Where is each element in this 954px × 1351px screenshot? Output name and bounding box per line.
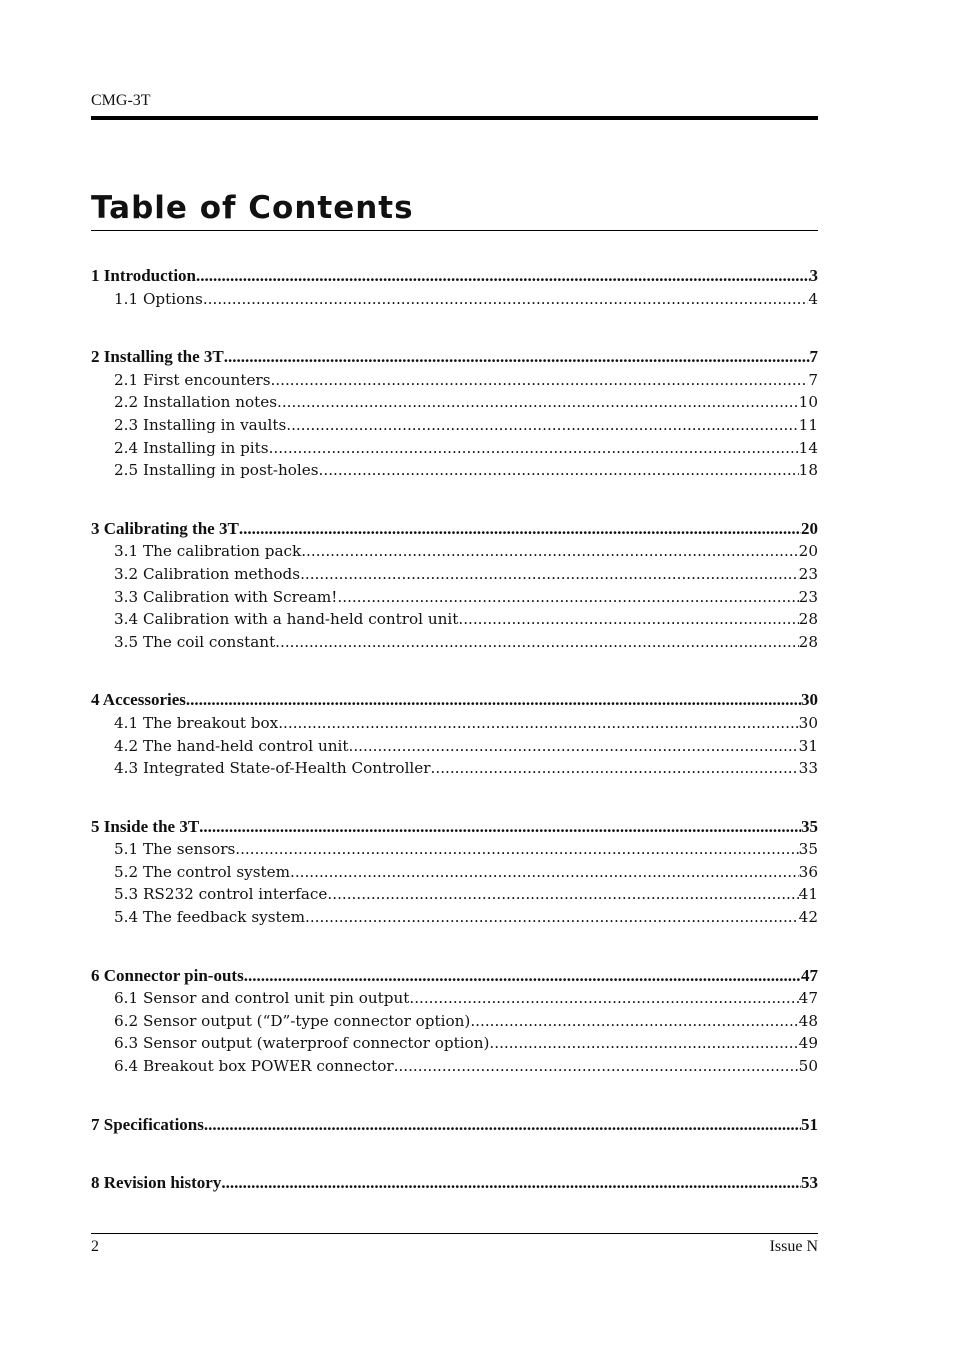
header-rule bbox=[91, 116, 818, 120]
toc-entry-label: 7 Specifications bbox=[91, 1114, 204, 1134]
toc-leader-dots bbox=[290, 861, 799, 884]
toc-section-entry[interactable] bbox=[91, 861, 818, 884]
toc-entry-page: 36 bbox=[798, 862, 818, 881]
toc-entry-page: 7 bbox=[809, 347, 818, 367]
toc-section-entry[interactable] bbox=[91, 391, 818, 414]
toc-leader-dots bbox=[349, 735, 799, 758]
toc-leader-dots bbox=[271, 369, 809, 392]
toc-leader-dots bbox=[203, 288, 808, 311]
toc-leader-dots bbox=[394, 1055, 799, 1078]
toc-section-entry[interactable] bbox=[91, 563, 818, 586]
toc-leader-dots bbox=[489, 1032, 798, 1055]
toc-entry-label: 5.2 The control system bbox=[114, 862, 290, 881]
toc-entry-page: 48 bbox=[798, 1011, 818, 1030]
toc-leader-dots bbox=[278, 712, 798, 735]
toc-entry-page: 28 bbox=[798, 632, 818, 651]
toc-section-entry[interactable] bbox=[91, 735, 818, 758]
toc-chapter bbox=[91, 518, 818, 654]
toc-entry-page: 4 bbox=[808, 289, 818, 308]
toc-chapter-entry[interactable] bbox=[91, 965, 818, 988]
toc-chapter-entry[interactable] bbox=[91, 1172, 818, 1195]
toc-entry-label: 3.5 The coil constant bbox=[114, 632, 276, 651]
toc-entry-page: 30 bbox=[801, 690, 818, 710]
toc-entry-label: 4 Accessories bbox=[91, 690, 186, 710]
title-rule bbox=[91, 230, 818, 231]
toc-entry-label: 1 Introduction bbox=[91, 266, 197, 285]
toc-chapter bbox=[91, 965, 818, 1078]
toc-leader-dots bbox=[221, 1172, 801, 1195]
toc-section-entry[interactable] bbox=[91, 608, 818, 631]
toc-entry-page: 51 bbox=[801, 1114, 818, 1134]
toc-entry-label: 2.4 Installing in pits bbox=[114, 438, 269, 457]
toc-entry-label: 2.1 First encounters bbox=[114, 370, 271, 389]
toc-leader-dots bbox=[269, 437, 799, 460]
toc-entry-label: 6.3 Sensor output (waterproof connector option) bbox=[114, 1034, 490, 1053]
toc-entry-label: 5.3 RS232 control interface bbox=[114, 885, 328, 904]
toc-entry-page: 18 bbox=[798, 461, 818, 480]
toc-section-entry[interactable] bbox=[91, 1032, 818, 1055]
toc-section-entry[interactable] bbox=[91, 369, 818, 392]
toc-entry-label: 2 Installing the 3T bbox=[91, 347, 224, 367]
toc-entry-page: 10 bbox=[798, 393, 818, 412]
toc-entry-page: 35 bbox=[798, 840, 818, 859]
toc-section-entry[interactable] bbox=[91, 459, 818, 482]
toc-leader-dots bbox=[186, 689, 801, 712]
toc-chapter bbox=[91, 265, 818, 310]
toc-leader-dots bbox=[196, 265, 809, 288]
page-title: Table of Contents bbox=[91, 190, 414, 226]
toc-leader-dots bbox=[277, 391, 799, 414]
toc-entry-page: 11 bbox=[798, 415, 818, 434]
toc-entry-label: 2.2 Installation notes bbox=[114, 393, 278, 412]
toc-entry-page: 33 bbox=[798, 759, 818, 778]
toc-entry-page: 3 bbox=[809, 266, 818, 285]
toc-leader-dots bbox=[204, 1114, 801, 1137]
footer-rule bbox=[91, 1233, 818, 1234]
toc-entry-page: 23 bbox=[798, 564, 818, 583]
toc-entry-page: 20 bbox=[801, 518, 818, 538]
toc-leader-dots bbox=[319, 459, 799, 482]
toc-section-entry[interactable] bbox=[91, 757, 818, 780]
toc-entry-label: 4.3 Integrated State-of-Health Controller bbox=[114, 759, 431, 778]
toc-entry-label: 2.3 Installing in vaults bbox=[114, 415, 287, 434]
toc-leader-dots bbox=[470, 1010, 798, 1033]
toc-chapter bbox=[91, 689, 818, 779]
running-header: CMG-3T bbox=[91, 92, 151, 109]
toc-entry-label: 6.4 Breakout box POWER connector bbox=[114, 1057, 394, 1076]
toc-entry-page: 31 bbox=[798, 736, 818, 755]
toc-section-entry[interactable] bbox=[91, 288, 818, 311]
toc-entry-page: 47 bbox=[798, 989, 818, 1008]
toc-section-entry[interactable] bbox=[91, 838, 818, 861]
toc-entry-page: 14 bbox=[798, 438, 818, 457]
toc-entry-page: 50 bbox=[798, 1057, 818, 1076]
toc-entry-label: 6.2 Sensor output (“D”-type connector option) bbox=[114, 1011, 471, 1030]
footer-issue: Issue N bbox=[769, 1238, 818, 1255]
toc-leader-dots bbox=[337, 586, 798, 609]
toc-chapter-entry[interactable] bbox=[91, 689, 818, 712]
toc-leader-dots bbox=[300, 563, 799, 586]
toc-entry-page: 47 bbox=[801, 965, 818, 985]
toc-section-entry[interactable] bbox=[91, 540, 818, 563]
toc-section-entry[interactable] bbox=[91, 631, 818, 654]
toc-leader-dots bbox=[239, 518, 801, 541]
toc-leader-dots bbox=[199, 816, 801, 839]
toc-entry-page: 41 bbox=[798, 885, 818, 904]
toc-chapter-entry[interactable] bbox=[91, 816, 818, 839]
toc-entry-page: 7 bbox=[808, 370, 818, 389]
toc-chapter-entry[interactable] bbox=[91, 346, 818, 369]
toc-chapter bbox=[91, 346, 818, 482]
toc-chapter bbox=[91, 816, 818, 929]
toc-chapter-entry[interactable] bbox=[91, 518, 818, 541]
toc-section-entry[interactable] bbox=[91, 987, 818, 1010]
toc-chapter-entry[interactable] bbox=[91, 1114, 818, 1137]
toc-chapter bbox=[91, 1114, 818, 1137]
toc-entry-label: 6.1 Sensor and control unit pin output bbox=[114, 989, 410, 1008]
toc-leader-dots bbox=[431, 757, 799, 780]
toc-section-entry[interactable] bbox=[91, 414, 818, 437]
toc-entry-label: 3.3 Calibration with Scream! bbox=[114, 587, 338, 606]
toc-leader-dots bbox=[409, 987, 798, 1010]
toc-section-entry[interactable] bbox=[91, 437, 818, 460]
toc-section-entry[interactable] bbox=[91, 906, 818, 929]
toc-entry-page: 53 bbox=[801, 1173, 818, 1193]
table-of-contents bbox=[91, 265, 818, 1231]
toc-entry-page: 35 bbox=[801, 816, 818, 836]
toc-section-entry[interactable] bbox=[91, 883, 818, 906]
toc-entry-label: 3 Calibrating the 3T bbox=[91, 518, 239, 538]
toc-entry-label: 3.2 Calibration methods bbox=[114, 564, 301, 583]
toc-entry-label: 4.1 The breakout box bbox=[114, 713, 279, 732]
toc-entry-label: 6 Connector pin-outs bbox=[91, 965, 244, 985]
toc-entry-label: 5.1 The sensors bbox=[114, 840, 236, 859]
toc-entry-label: 4.2 The hand-held control unit bbox=[114, 736, 349, 755]
toc-entry-page: 20 bbox=[798, 542, 818, 561]
toc-chapter-entry[interactable] bbox=[91, 265, 818, 288]
toc-leader-dots bbox=[286, 414, 798, 437]
toc-leader-dots bbox=[301, 540, 798, 563]
toc-leader-dots bbox=[458, 608, 798, 631]
toc-entry-page: 23 bbox=[798, 587, 818, 606]
toc-entry-label: 5.4 The feedback system bbox=[114, 908, 306, 927]
toc-section-entry[interactable] bbox=[91, 586, 818, 609]
toc-entry-label: 3.1 The calibration pack bbox=[114, 542, 302, 561]
toc-entry-page: 42 bbox=[798, 908, 818, 927]
toc-entry-label: 3.4 Calibration with a hand-held control unit bbox=[114, 610, 459, 629]
toc-leader-dots bbox=[224, 346, 810, 369]
toc-leader-dots bbox=[327, 883, 798, 906]
toc-leader-dots bbox=[275, 631, 799, 654]
toc-entry-page: 30 bbox=[798, 713, 818, 732]
toc-leader-dots bbox=[244, 965, 801, 988]
toc-leader-dots bbox=[235, 838, 798, 861]
toc-entry-label: 1.1 Options bbox=[114, 289, 203, 308]
toc-chapter bbox=[91, 1172, 818, 1195]
toc-section-entry[interactable] bbox=[91, 1010, 818, 1033]
toc-leader-dots bbox=[305, 906, 799, 929]
toc-entry-page: 49 bbox=[798, 1034, 818, 1053]
toc-section-entry[interactable] bbox=[91, 712, 818, 735]
toc-entry-label: 5 Inside the 3T bbox=[91, 816, 200, 836]
toc-entry-label: 2.5 Installing in post-holes bbox=[114, 461, 319, 480]
toc-entry-page: 28 bbox=[798, 610, 818, 629]
toc-section-entry[interactable] bbox=[91, 1055, 818, 1078]
toc-entry-label: 8 Revision history bbox=[91, 1173, 222, 1193]
footer-page-number: 2 bbox=[91, 1238, 99, 1255]
